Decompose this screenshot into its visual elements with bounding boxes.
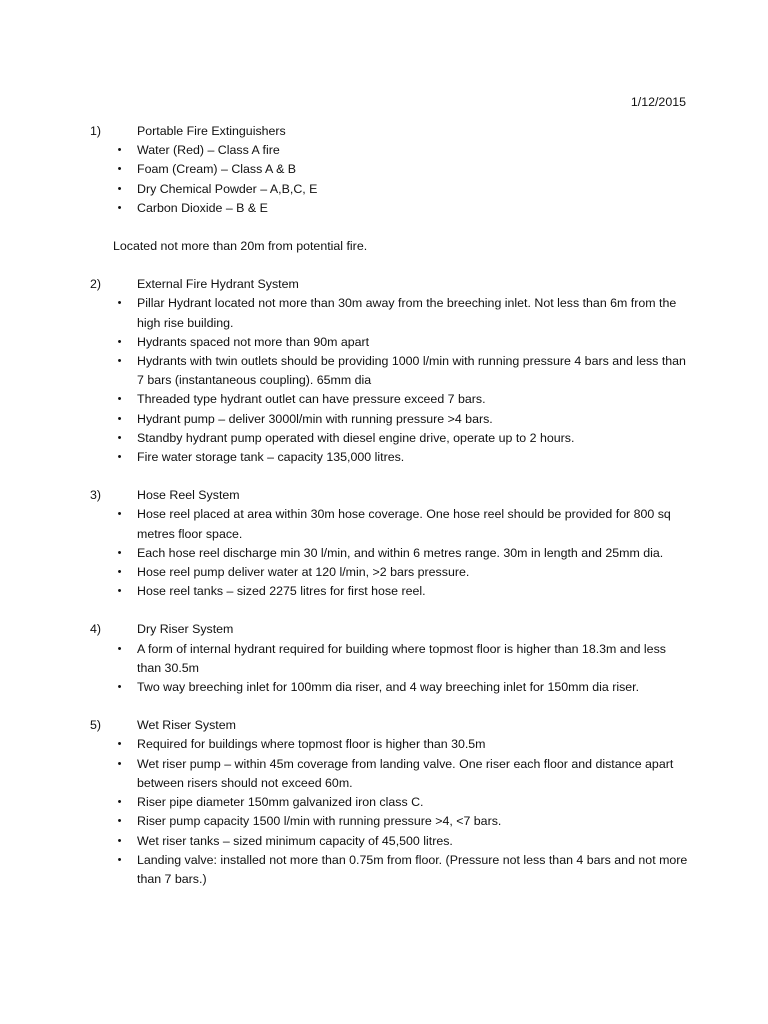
- bullet-icon: •: [117, 201, 122, 214]
- bullet-icon: •: [117, 182, 122, 195]
- list-item: [90, 352, 690, 390]
- list-item: [90, 180, 690, 199]
- bullet-icon: •: [117, 853, 122, 866]
- list-item-text: Riser pipe diameter 150mm galvanized iron class C.: [137, 795, 424, 810]
- section-3: [90, 486, 690, 601]
- list-item-text: Water (Red) – Class A fire: [137, 143, 280, 158]
- bullet-icon: •: [117, 585, 122, 598]
- list-item-text: Hose reel tanks – sized 2275 litres for first hose reel.: [137, 584, 426, 599]
- list-item: [90, 755, 690, 793]
- list-item: [90, 390, 690, 409]
- list-item: [90, 851, 690, 889]
- list-item-text: Foam (Cream) – Class A & B: [137, 162, 297, 177]
- section-2: [90, 275, 690, 467]
- list-item-text: A form of internal hydrant required for building where topmost floor is higher than 18.3m and less than 30.5m: [137, 641, 666, 675]
- list-item-text: Fire water storage tank – capacity 135,000 litres.: [137, 450, 405, 465]
- document-date: 1/12/2015: [630, 95, 686, 109]
- list-item-text: Landing valve: installed not more than 0.75m from floor. (Pressure not less than 4 bars and not more than 7 bars.): [137, 852, 688, 886]
- section-4: [90, 620, 690, 697]
- section-title: External Fire Hydrant System: [137, 277, 299, 292]
- section-note: Located not more than 20m from potential fire.: [113, 239, 368, 254]
- list-item-text: Standby hydrant pump operated with diesel engine drive, operate up to 2 hours.: [137, 430, 575, 445]
- list-item: [90, 793, 690, 812]
- bullet-icon: •: [117, 412, 122, 425]
- list-item: [90, 160, 690, 179]
- bullet-icon: •: [117, 681, 122, 694]
- section-number: 4): [90, 622, 102, 637]
- list-item-text: Carbon Dioxide – B & E: [137, 200, 268, 215]
- section-heading: [90, 716, 690, 735]
- bullet-list: [90, 141, 690, 218]
- list-item: [90, 333, 690, 352]
- bullet-icon: •: [117, 355, 122, 368]
- list-item-text: Hose reel placed at area within 30m hose coverage. One hose reel should be provided for 800 sq metres floor space.: [137, 507, 671, 541]
- section-heading: [90, 122, 690, 141]
- bullet-icon: •: [117, 144, 122, 157]
- document-body: [90, 122, 690, 908]
- bullet-list: [90, 735, 690, 889]
- list-item-text: Pillar Hydrant located not more than 30m away from the breeching inlet. Not less than 6m from the high rise building.: [137, 296, 677, 330]
- list-item-text: Hose reel pump deliver water at 120 l/min, >2 bars pressure.: [137, 565, 470, 580]
- bullet-icon: •: [117, 834, 122, 847]
- list-item: [90, 294, 690, 332]
- bullet-icon: •: [117, 508, 122, 521]
- bullet-icon: •: [117, 297, 122, 310]
- list-item-text: Dry Chemical Powder – A,B,C, E: [137, 181, 318, 196]
- list-item-text: Hydrants spaced not more than 90m apart: [137, 334, 370, 349]
- list-item-text: Riser pump capacity 1500 l/min with running pressure >4, <7 bars.: [137, 814, 502, 829]
- list-item-text: Required for buildings where topmost floor is higher than 30.5m: [137, 737, 486, 752]
- section-heading: [90, 486, 690, 505]
- list-item: [90, 544, 690, 563]
- list-item: [90, 141, 690, 160]
- list-item-text: Hydrants with twin outlets should be providing 1000 l/min with running pressure 4 bars and less than 7 bars (instantaneous coupling). 65mm dia: [137, 354, 686, 388]
- list-item: [90, 448, 690, 467]
- bullet-icon: •: [117, 546, 122, 559]
- bullet-list: [90, 505, 690, 601]
- list-item: [90, 735, 690, 754]
- bullet-icon: •: [117, 393, 122, 406]
- list-item: [90, 505, 690, 543]
- list-item-text: Two way breeching inlet for 100mm dia riser, and 4 way breeching inlet for 150mm dia riser.: [137, 680, 640, 695]
- list-item-text: Threaded type hydrant outlet can have pressure exceed 7 bars.: [137, 392, 486, 407]
- list-item: [90, 812, 690, 831]
- bullet-icon: •: [117, 738, 122, 751]
- bullet-list: [90, 294, 690, 467]
- section-number: 2): [90, 277, 102, 292]
- list-item: [90, 640, 690, 678]
- bullet-icon: •: [117, 757, 122, 770]
- list-item: [90, 832, 690, 851]
- bullet-icon: •: [117, 796, 122, 809]
- list-item-text: Wet riser pump – within 45m coverage from landing valve. One riser each floor and distance apart between risers should not exceed 60m.: [137, 756, 674, 790]
- bullet-icon: •: [117, 335, 122, 348]
- bullet-icon: •: [117, 815, 122, 828]
- list-item-text: Wet riser tanks – sized minimum capacity of 45,500 litres.: [137, 833, 453, 848]
- section-number: 5): [90, 718, 102, 733]
- bullet-icon: •: [117, 566, 122, 579]
- bullet-icon: •: [117, 163, 122, 176]
- list-item-text: Each hose reel discharge min 30 l/min, and within 6 metres range. 30m in length and 25mm dia.: [137, 545, 664, 560]
- section-5: [90, 716, 690, 889]
- section-heading: [90, 620, 690, 639]
- list-item: [90, 199, 690, 218]
- section-number: 3): [90, 488, 102, 503]
- section-title: Hose Reel System: [137, 488, 240, 503]
- section-title: Dry Riser System: [137, 622, 234, 637]
- bullet-icon: •: [117, 642, 122, 655]
- list-item-text: Hydrant pump – deliver 3000l/min with running pressure >4 bars.: [137, 411, 493, 426]
- section-1: [90, 122, 690, 256]
- section-number: 1): [90, 124, 102, 138]
- bullet-list: [90, 640, 690, 698]
- list-item: [90, 678, 690, 697]
- section-title: Portable Fire Extinguishers: [137, 124, 286, 138]
- section-heading: [90, 275, 690, 294]
- list-item: [90, 429, 690, 448]
- section-title: Wet Riser System: [137, 718, 236, 733]
- bullet-icon: •: [117, 451, 122, 464]
- list-item: [90, 563, 690, 582]
- list-item: [90, 410, 690, 429]
- list-item: [90, 582, 690, 601]
- bullet-icon: •: [117, 431, 122, 444]
